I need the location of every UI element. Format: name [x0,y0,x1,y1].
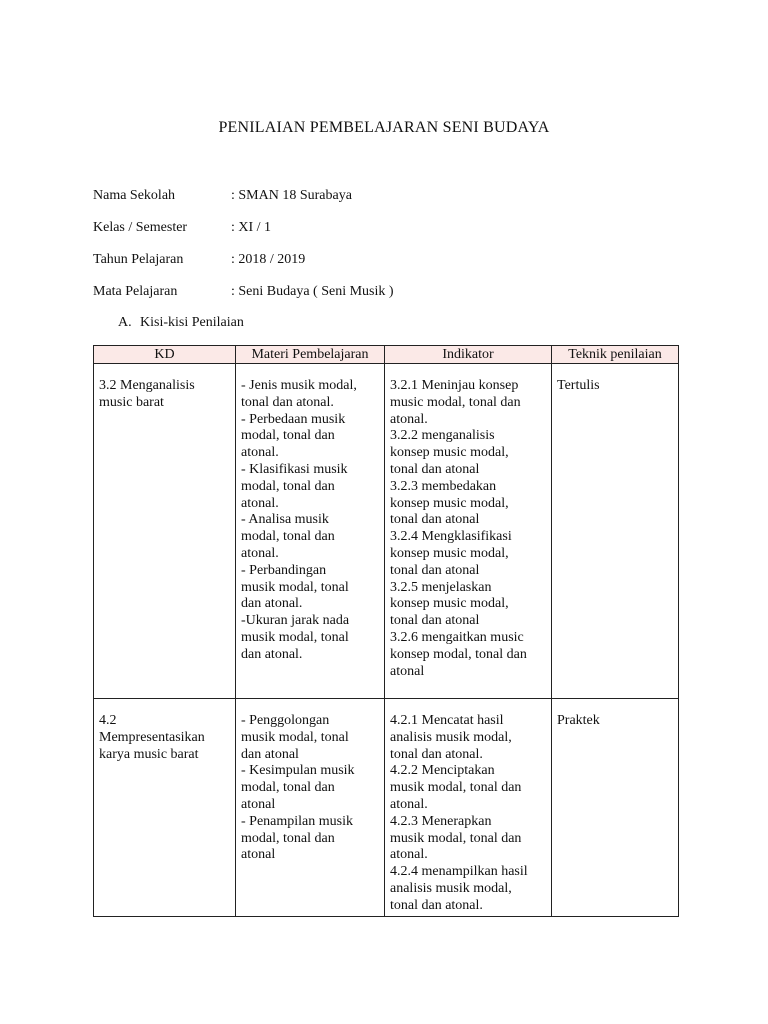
cell-materi [236,364,385,699]
info-value: : 2018 / 2019 [231,252,306,267]
cell-text-line: konsep music modal, [390,495,509,511]
section-heading [118,314,244,332]
cell-text-line: musik modal, tonal [241,629,349,645]
cell-text-line: analisis musik modal, [390,880,512,896]
cell-indikator [385,699,552,917]
cell-text-line: atonal. [390,796,428,812]
cell-text-line: - Jenis musik modal, [241,378,357,393]
cell-materi [236,699,385,917]
cell-text-line: atonal. [390,847,428,863]
cell-text-line: modal, tonal dan [241,830,335,846]
cell-text-line: 4.2 [99,713,117,728]
column-header-materi: Materi Pembelajaran [236,346,385,364]
cell-text-line: - Analisa musik [241,512,329,528]
table-header-row [94,346,679,364]
cell-text-line: atonal. [241,495,279,511]
info-label: Mata Pelajaran [93,284,178,299]
cell-text-line: 3.2.4 Mengklasifikasi [390,529,512,545]
cell-text-line: musik modal, tonal [241,729,349,745]
info-value: : Seni Budaya ( Seni Musik ) [231,284,394,299]
cell-text-line: 3.2.5 menjelaskan [390,579,492,595]
info-label: Nama Sekolah [93,188,176,203]
info-value: : XI / 1 [231,220,272,235]
cell-kd [94,699,236,917]
cell-text-line: atonal [241,796,276,812]
cell-text-line: tonal dan atonal [390,461,480,477]
cell-text-line: -Ukuran jarak nada [241,613,350,629]
cell-text-line: 3.2.6 mengaitkan music [390,629,524,645]
cell-text-line: karya music barat [99,746,199,762]
cell-text-line: Mempresentasikan [99,729,205,745]
cell-text-line: tonal dan atonal. [241,394,334,410]
cell-text-line: musik modal, tonal [241,579,349,595]
cell-text-line: 3.2.2 menganalisis [390,428,495,444]
cell-text-line: 4.2.1 Mencatat hasil [390,713,504,728]
cell-text-line: music barat [99,394,164,410]
cell-text-line: konsep music modal, [390,445,509,461]
column-header-indikator: Indikator [385,346,552,364]
cell-text-line: - Klasifikasi musik [241,461,348,477]
cell-text-line: atonal [390,663,425,679]
cell-text-line: modal, tonal dan [241,428,335,444]
cell-text-line: tonal dan atonal. [390,897,483,913]
cell-text-line: - Penggolongan [241,713,330,728]
cell-text-line: konsep music modal, [390,596,509,612]
cell-text-line: 3.2.1 Meninjau konsep [390,378,519,393]
cell-text-line: musik modal, tonal dan [390,780,522,796]
cell-text-line: tonal dan atonal [390,562,480,578]
cell-text-line: konsep modal, tonal dan [390,646,527,662]
cell-text-line: 3.2.3 membedakan [390,478,497,494]
cell-text-line: Tertulis [557,378,600,393]
cell-text-line: Praktek [557,713,600,728]
table-row [94,699,679,917]
section-letter: A. [118,315,132,330]
cell-text-line: dan atonal [241,746,299,762]
cell-text-line: dan atonal. [241,646,303,662]
cell-teknik [552,699,679,917]
cell-text-line: musik modal, tonal dan [390,830,522,846]
cell-indikator [385,364,552,699]
cell-text-line: atonal. [241,545,279,561]
table-row [94,364,679,699]
cell-text-line: 4.2.4 menampilkan hasil [390,864,528,880]
cell-text-line: - Perbedaan musik [241,411,346,427]
cell-text-line: modal, tonal dan [241,780,335,796]
cell-text-line: dan atonal. [241,596,303,612]
cell-text-line: tonal dan atonal. [390,746,483,762]
cell-text-line: tonal dan atonal [390,613,480,629]
cell-text-line: music modal, tonal dan [390,394,521,410]
section-title: Kisi-kisi Penilaian [140,315,244,330]
kisi-kisi-table [93,345,679,917]
column-header-kd: KD [94,346,236,364]
cell-text-line: analisis musik modal, [390,729,512,745]
cell-text-line: atonal. [390,411,428,427]
cell-text-line: 3.2 Menganalisis [99,378,195,393]
cell-text-line: modal, tonal dan [241,529,335,545]
document-title: PENILAIAN PEMBELAJARAN SENI BUDAYA [218,119,550,136]
cell-text-line: - Penampilan musik [241,813,353,829]
cell-text-line: - Kesimpulan musik [241,763,355,779]
info-label: Kelas / Semester [93,220,188,235]
cell-text-line: atonal [241,847,276,863]
cell-kd [94,364,236,699]
cell-text-line: tonal dan atonal [390,512,480,528]
cell-text-line: konsep music modal, [390,545,509,561]
info-label: Tahun Pelajaran [93,252,184,267]
cell-text-line: 4.2.2 Menciptakan [390,763,495,779]
cell-text-line: - Perbandingan [241,562,327,578]
cell-text-line: modal, tonal dan [241,478,335,494]
column-header-teknik: Teknik penilaian [552,346,679,364]
info-value: : SMAN 18 Surabaya [231,188,352,203]
cell-text-line: atonal. [241,445,279,461]
cell-text-line: 4.2.3 Menerapkan [390,813,492,829]
cell-teknik [552,364,679,699]
